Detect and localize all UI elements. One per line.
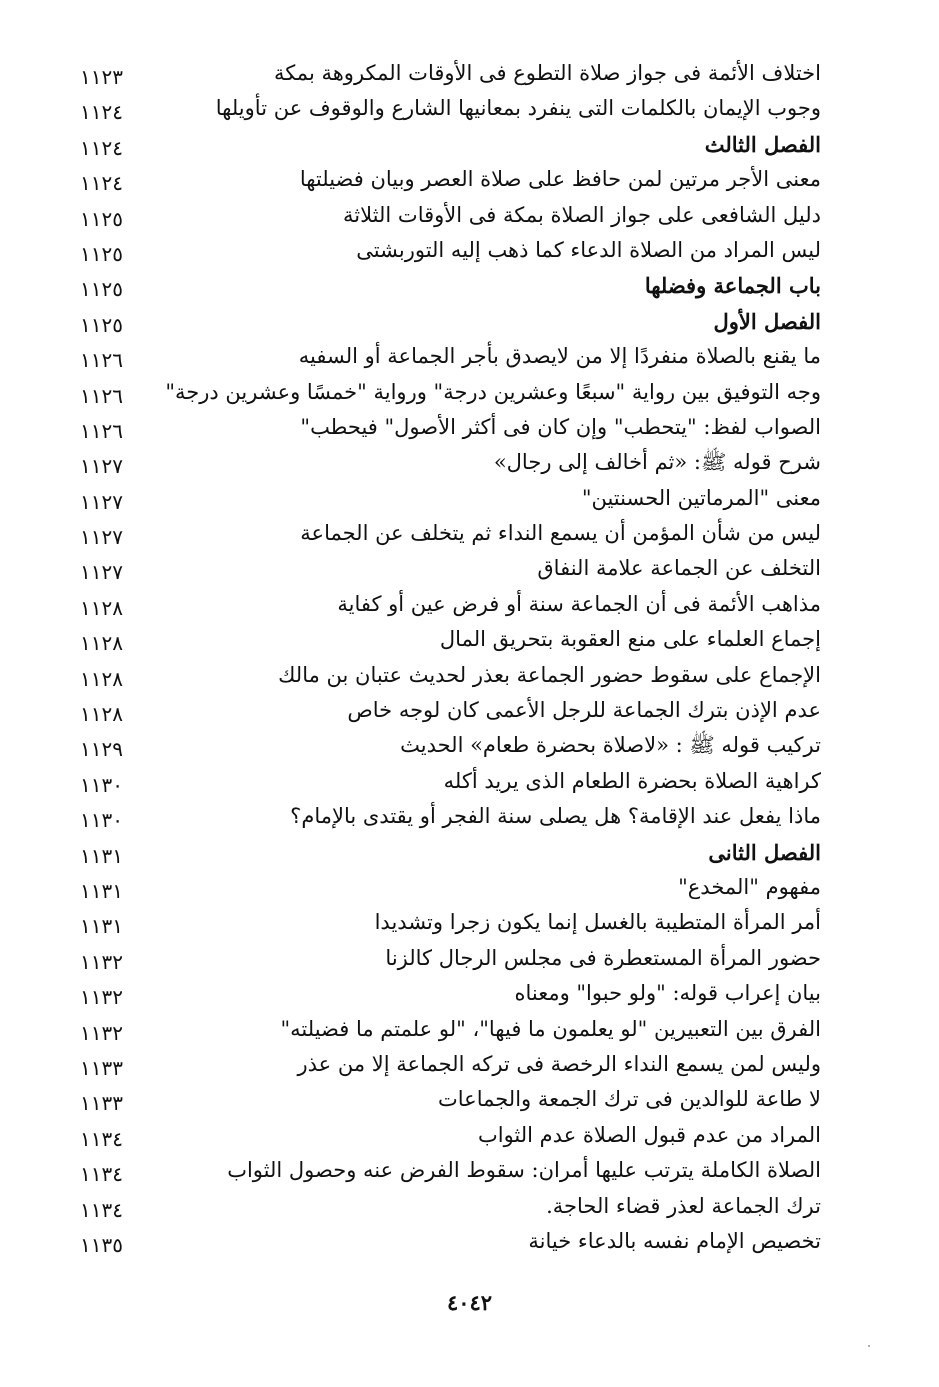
entry-title: تركيب قوله ﷺ : «لاصلاة بحضرة طعام» الحديث [400,733,821,758]
toc-entry [0,976,939,1011]
entry-title: بيان إعراب قوله: "ولو حبوا" ومعناه [514,981,821,1006]
entry-title: عدم الإذن بترك الجماعة للرجل الأعمى كان لوجه خاص [347,698,821,723]
entry-title: المراد من عدم قبول الصلاة عدم الثواب [477,1122,821,1147]
toc-entry [0,162,939,197]
section-heading: الفصل الثانى [708,839,821,865]
toc-entry [0,198,939,233]
toc-entry [0,56,939,91]
toc-heading-row [0,304,939,339]
toc-entry [0,1012,939,1047]
entry-page-number: ١١٣٤ [80,1162,123,1187]
entry-title: ماذا يفعل عند الإقامة؟ هل يصلى سنة الفجر أو يقتدى بالإمام؟ [290,804,821,829]
entry-page-number: ١١٢٧ [80,525,123,550]
entry-page-number: ١١٣٥ [80,1232,123,1257]
entry-title: دليل الشافعى على جواز الصلاة بمكة فى الأوقات الثلاثة [343,202,821,227]
entry-title: حضور المرأة المستعطرة فى مجلس الرجال كالزنا [385,945,821,970]
entry-page-number: ١١٣١ [80,878,123,903]
entry-title: وجه التوفيق بين رواية "سبعًا وعشرين درجة" ورواية "خمسًا وعشرين درجة" [165,379,821,404]
toc-entry [0,658,939,693]
toc-entry [0,622,939,657]
entry-page-number: ١١٣١ [80,914,123,939]
toc-entry [0,1118,939,1153]
toc-heading-row [0,268,939,303]
entry-page-number: ١١٣٢ [80,949,123,974]
entry-page-number: ١١٢٥ [80,206,123,231]
entry-page-number: ١١٢٨ [80,595,123,620]
entry-page-number: ١١٢٧ [80,454,123,479]
entry-page-number: ١١٢٥ [80,312,123,337]
toc-entry [0,1189,939,1224]
entry-page-number: ١١٢٧ [80,489,123,514]
entry-title: تخصيص الإمام نفسه بالدعاء خيانة [528,1228,821,1253]
entry-title: التخلف عن الجماعة علامة النفاق [537,556,821,581]
entry-page-number: ١١٢٤ [80,135,123,160]
entry-page-number: ١١٢٤ [80,171,123,196]
toc-entry [0,91,939,126]
table-of-contents [0,56,939,1259]
toc-entry [0,905,939,940]
entry-page-number: ١١٣٢ [80,985,123,1010]
section-heading: الفصل الثالث [704,131,821,157]
entry-page-number: ١١٣٠ [80,772,123,797]
entry-title: ليس المراد من الصلاة الدعاء كما ذهب إليه التوربشتى [356,237,821,262]
toc-entry [0,764,939,799]
entry-title: الصلاة الكاملة يترتب عليها أمران: سقوط الفرض عنه وحصول الثواب [227,1158,821,1183]
entry-page-number: ١١٣٣ [80,1091,123,1116]
entry-title: معنى "المرماتين الحسنتين" [581,485,821,510]
toc-entry [0,410,939,445]
entry-title: أمر المرأة المتطيبة بالغسل إنما يكون زجرا وتشديدا [374,910,821,935]
section-heading: باب الجماعة وفضلها [644,273,821,299]
section-heading: الفصل الأول [713,308,821,334]
toc-entry [0,1082,939,1117]
entry-page-number: ١١٢٨ [80,666,123,691]
entry-title: شرح قوله ﷺ: «ثم أخالف إلى رجال» [493,450,821,475]
entry-title: لا طاعة للوالدين فى ترك الجمعة والجماعات [438,1087,821,1112]
entry-title: الصواب لفظ: "يتحطب" وإن كان فى أكثر الأصول" فيحطب" [300,414,821,439]
entry-page-number: ١١٣٢ [80,1020,123,1045]
toc-entry [0,481,939,516]
entry-page-number: ١١٢٦ [80,418,123,443]
entry-page-number: ١١٢٣ [80,65,123,89]
entry-title: ليس من شأن المؤمن أن يسمع النداء ثم يتخلف عن الجماعة [300,521,821,546]
entry-title: معنى الأجر مرتين لمن حافظ على صلاة العصر وبيان فضيلتها [299,167,821,192]
entry-page-number: ١١٢٩ [80,737,123,762]
toc-entry [0,516,939,551]
entry-page-number: ١١٣٠ [80,808,123,833]
toc-entry [0,1153,939,1188]
toc-entry [0,693,939,728]
entry-title: كراهية الصلاة بحضرة الطعام الذى يريد أكله [443,768,821,793]
entry-page-number: ١١٢٥ [80,277,123,302]
page-number: ٤٠٤٢ [446,1290,493,1315]
toc-entry [0,233,939,268]
entry-page-number: ١١٢٥ [80,241,123,266]
toc-entry [0,1224,939,1259]
entry-page-number: ١١٣٣ [80,1055,123,1080]
entry-page-number: ١١٢٦ [80,348,123,373]
toc-heading-row [0,835,939,870]
entry-title: وجوب الإيمان بالكلمات التى ينفرد بمعانيها الشارع والوقوف عن تأويلها [215,96,821,121]
entry-page-number: ١١٣٤ [80,1126,123,1151]
toc-entry [0,587,939,622]
entry-title: ما يقنع بالصلاة منفردًا إلا من لايصدق بأجر الجماعة أو السفيه [298,344,821,369]
toc-entry [0,728,939,763]
toc-entry [0,941,939,976]
scan-speck [868,1345,870,1347]
entry-title: الفرق بين التعبيرين "لو يعلمون ما فيها"، "لو علمتم ما فضيلته" [280,1016,821,1041]
toc-entry [0,799,939,834]
toc-entry [0,551,939,586]
toc-entry [0,445,939,480]
toc-heading-row [0,127,939,162]
entry-title: وليس لمن يسمع النداء الرخصة فى تركه الجماعة إلا من عذر [297,1051,821,1076]
entry-page-number: ١١٣٤ [80,1197,123,1222]
entry-title: ترك الجماعة لعذر قضاء الحاجة. [546,1193,821,1218]
entry-page-number: ١١٣١ [80,843,123,868]
entry-title: مفهوم "المخدع" [678,874,821,899]
entry-page-number: ١١٢٤ [80,100,123,125]
entry-page-number: ١١٢٧ [80,560,123,585]
toc-entry [0,870,939,905]
toc-entry [0,1047,939,1082]
entry-title: اختلاف الأئمة فى جواز صلاة التطوع فى الأوقات المكروهة بمكة [273,61,821,85]
toc-entry [0,375,939,410]
entry-title: الإجماع على سقوط حضور الجماعة بعذر لحديث عتبان بن مالك [278,662,821,687]
entry-title: إجماع العلماء على منع العقوبة بتحريق المال [439,627,821,652]
entry-title: مذاهب الأئمة فى أن الجماعة سنة أو فرض عين أو كفاية [337,591,821,616]
entry-page-number: ١١٢٨ [80,631,123,656]
entry-page-number: ١١٢٦ [80,383,123,408]
entry-page-number: ١١٢٨ [80,702,123,727]
toc-entry [0,339,939,374]
